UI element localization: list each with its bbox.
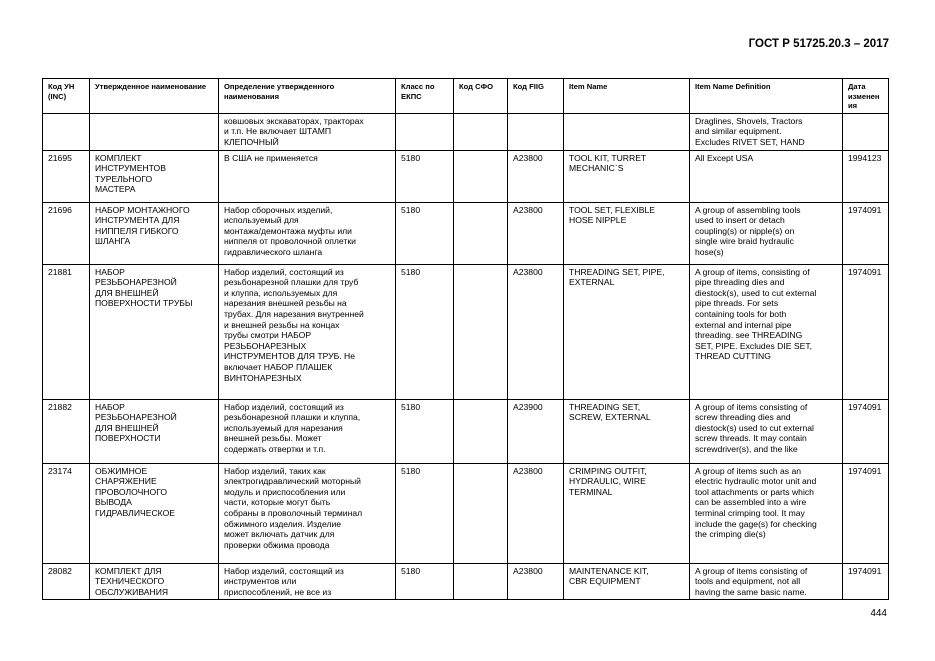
cell-item-definition bbox=[690, 399, 843, 463]
cell-approved-name bbox=[90, 264, 219, 399]
cell-item-definition bbox=[690, 264, 843, 399]
definition-ru-line: используемый для нарезания bbox=[224, 422, 343, 433]
table-header-row bbox=[43, 79, 889, 114]
cell-item-name bbox=[564, 150, 690, 202]
approved-name-line: ПРОВОЛОЧНОГО bbox=[95, 486, 168, 497]
approved-name-line: ИНСТРУМЕНТА ДЛЯ bbox=[95, 215, 180, 226]
definition-en-line: tools and equipment, not all bbox=[695, 576, 801, 587]
definition-ru-line: РЕЗЬБОНАРЕЗНЫХ bbox=[224, 340, 307, 351]
cell-fiig: A23800 bbox=[508, 264, 564, 399]
definition-en-line: A group of assembling tools bbox=[695, 204, 801, 215]
cell-class: 5180 bbox=[396, 563, 454, 600]
table-row bbox=[43, 563, 889, 600]
definition-ru-line: Набор изделий, состоящий из bbox=[224, 401, 344, 412]
cell-item-definition bbox=[690, 463, 843, 563]
approved-name-line: ШЛАНГА bbox=[95, 236, 131, 247]
cell-approved-name bbox=[90, 150, 219, 202]
cell-item-name bbox=[564, 463, 690, 563]
document-standard-number: ГОСТ Р 51725.20.3 – 2017 bbox=[748, 38, 889, 50]
cell-item-definition bbox=[690, 113, 843, 150]
definition-en-line: A group of items, consisting of bbox=[695, 266, 810, 277]
definition-ru-line: приспособлений, не все из bbox=[224, 586, 332, 597]
definition-en-line: the crimping die(s) bbox=[695, 529, 766, 540]
definition-ru-line: ВИНТОНАРЕЗНЫХ bbox=[224, 372, 302, 383]
definition-en-line: electric hydraulic motor unit and bbox=[695, 476, 817, 487]
definition-ru-line: и клуппа, используемых для bbox=[224, 287, 338, 298]
definition-ru-line: и т.п. Не включает ШТАМП bbox=[224, 126, 332, 137]
definition-ru-line: резьбонарезной плашки для труб bbox=[224, 277, 359, 288]
cell-definition-ru bbox=[219, 113, 396, 150]
definition-ru-line: трубах. Для нарезания внутренней bbox=[224, 308, 364, 319]
definition-en-line: terminal crimping tool. It may bbox=[695, 507, 805, 518]
approved-name-line: МАСТЕРА bbox=[95, 184, 136, 195]
definition-ru-line: собраны в проволочный терминал bbox=[224, 507, 363, 518]
cell-approved-name bbox=[90, 202, 219, 264]
cell-class: 5180 bbox=[396, 399, 454, 463]
definition-en-line: include the gage(s) for checking bbox=[695, 518, 817, 529]
cell-inc: 28082 bbox=[43, 563, 90, 600]
approved-name-line: ТУРЕЛЬНОГО bbox=[95, 173, 153, 184]
header-inc: Код УН (INC) bbox=[43, 79, 90, 114]
approved-name-line: НАБОР bbox=[95, 401, 125, 412]
item-name-line: EXTERNAL bbox=[569, 277, 615, 288]
cell-item-name bbox=[564, 399, 690, 463]
approved-name-line: КОМПЛЕКТ ДЛЯ bbox=[95, 565, 162, 576]
cell-item-name bbox=[564, 113, 690, 150]
cell-item-definition bbox=[690, 150, 843, 202]
header-definition-ru: Определение утвержденного наименования bbox=[219, 79, 396, 114]
item-name-line: MECHANIC`S bbox=[569, 163, 624, 174]
header-item-name: Item Name bbox=[564, 79, 690, 114]
item-name-line: TERMINAL bbox=[569, 486, 613, 497]
cell-class: 5180 bbox=[396, 150, 454, 202]
approved-name-line: ИНСТРУМЕНТОВ bbox=[95, 163, 166, 174]
cell-inc: 21882 bbox=[43, 399, 90, 463]
cell-item-definition bbox=[690, 202, 843, 264]
definition-en-line: hose(s) bbox=[695, 246, 724, 257]
cell-sfo bbox=[454, 399, 508, 463]
header-fiig: Код FIIG bbox=[508, 79, 564, 114]
approved-name-line: РЕЗЬБОНАРЕЗНОЙ bbox=[95, 277, 177, 288]
definition-en-line: diestock(s), used to cut external bbox=[695, 287, 817, 298]
cell-approved-name bbox=[90, 113, 219, 150]
table-row bbox=[43, 399, 889, 463]
definition-ru-line: Набор изделий, таких как bbox=[224, 465, 326, 476]
definition-ru-line: включает НАБОР ПЛАШЕК bbox=[224, 361, 333, 372]
definition-en-line: having the same basic name. bbox=[695, 586, 807, 597]
definition-en-line: single wire braid hydraulic bbox=[695, 236, 794, 247]
definition-ru-line: Набор изделий, состоящий из bbox=[224, 565, 344, 576]
cell-sfo bbox=[454, 150, 508, 202]
cell-definition-ru bbox=[219, 150, 396, 202]
definition-ru-line: КЛЕПОЧНЫЙ bbox=[224, 136, 279, 147]
definition-en-line: pipe threading dies and bbox=[695, 277, 785, 288]
definition-en-line: tool attachments or parts which bbox=[695, 486, 814, 497]
approved-name-line: ОБСЛУЖИВАНИЯ bbox=[95, 586, 169, 597]
cell-definition-ru bbox=[219, 399, 396, 463]
approved-name-line: КОМПЛЕКТ bbox=[95, 152, 142, 163]
header-sfo: Код СФО bbox=[454, 79, 508, 114]
definition-ru-line: резьбонарезной плашки и клуппа, bbox=[224, 412, 361, 423]
definition-en-line: A group of items consisting of bbox=[695, 565, 808, 576]
definition-ru-line: трубы смотри НАБОР bbox=[224, 330, 312, 341]
cell-sfo bbox=[454, 264, 508, 399]
definition-ru-line: ковшовых экскаваторах, тракторах bbox=[224, 115, 364, 126]
table-row bbox=[43, 264, 889, 399]
cell-inc bbox=[43, 113, 90, 150]
cell-inc: 21881 bbox=[43, 264, 90, 399]
header-item-definition: Item Name Definition bbox=[690, 79, 843, 114]
definition-ru-line: содержать отвертки и т.п. bbox=[224, 443, 326, 454]
cell-item-name bbox=[564, 264, 690, 399]
cell-sfo bbox=[454, 113, 508, 150]
item-name-line: THREADING SET, bbox=[569, 401, 641, 412]
definition-en-line: screwdriver(s), and the like bbox=[695, 443, 798, 454]
definition-en-line: A group of items such as an bbox=[695, 465, 802, 476]
definition-ru-line: Набор изделий, состоящий из bbox=[224, 266, 344, 277]
definition-ru-line: ниппеля от проволочной оплетки bbox=[224, 236, 356, 247]
definition-en-line: diestock(s) used to cut external bbox=[695, 422, 814, 433]
approved-name-line: ВЫВОДА bbox=[95, 497, 132, 508]
item-name-line: HYDRAULIC, WIRE bbox=[569, 476, 646, 487]
table-row bbox=[43, 150, 889, 202]
cell-approved-name bbox=[90, 399, 219, 463]
definition-en-line: pipe threads. For sets bbox=[695, 298, 779, 309]
cell-item-name bbox=[564, 563, 690, 600]
definition-ru-line: и внешней резьбы на концах bbox=[224, 319, 340, 330]
definition-en-line: SET, PIPE. Excludes DIE SET, bbox=[695, 340, 813, 351]
header-date: Дата изменения bbox=[843, 79, 889, 114]
definition-en-line: All Except USA bbox=[695, 152, 754, 163]
definition-en-line: can be assembled into a wire bbox=[695, 497, 807, 508]
cell-item-definition bbox=[690, 563, 843, 600]
cell-class: 5180 bbox=[396, 264, 454, 399]
item-name-line: THREADING SET, PIPE, bbox=[569, 266, 665, 277]
approved-name-line: ДЛЯ ВНЕШНЕЙ bbox=[95, 287, 159, 298]
item-name-line: CBR EQUIPMENT bbox=[569, 576, 641, 587]
table-row bbox=[43, 463, 889, 563]
item-name-line: HOSE NIPPLE bbox=[569, 215, 627, 226]
cell-date: 1974091 bbox=[843, 563, 889, 600]
definition-ru-line: В США не применяется bbox=[224, 152, 318, 163]
definition-en-line: containing tools for both bbox=[695, 308, 787, 319]
approved-name-line: РЕЗЬБОНАРЕЗНОЙ bbox=[95, 412, 177, 423]
cell-fiig: A23800 bbox=[508, 202, 564, 264]
cell-fiig: A23800 bbox=[508, 563, 564, 600]
item-name-line: TOOL KIT, TURRET bbox=[569, 152, 647, 163]
header-class: Класс по ЕКПС bbox=[396, 79, 454, 114]
cell-date: 1974091 bbox=[843, 202, 889, 264]
cell-fiig: A23800 bbox=[508, 463, 564, 563]
cell-class: 5180 bbox=[396, 202, 454, 264]
cell-date: 1974091 bbox=[843, 264, 889, 399]
approved-name-line: ПОВЕРХНОСТИ bbox=[95, 433, 161, 444]
definition-en-line: external and internal pipe bbox=[695, 319, 792, 330]
definition-en-line: and similar equipment. bbox=[695, 126, 782, 137]
definition-ru-line: монтажа/демонтажа муфты или bbox=[224, 225, 352, 236]
item-name-line: CRIMPING OUTFIT, bbox=[569, 465, 647, 476]
definition-en-line: Excludes RIVET SET, HAND bbox=[695, 136, 805, 147]
definition-ru-line: проверки обжима провода bbox=[224, 539, 330, 550]
cell-fiig: A23900 bbox=[508, 399, 564, 463]
definition-en-line: screw threading dies and bbox=[695, 412, 791, 423]
cell-definition-ru bbox=[219, 563, 396, 600]
page-number: 444 bbox=[870, 608, 887, 619]
cell-inc: 21696 bbox=[43, 202, 90, 264]
item-name-line: TOOL SET, FLEXIBLE bbox=[569, 204, 655, 215]
definition-ru-line: электрогидравлический моторный bbox=[224, 476, 361, 487]
definition-ru-line: модуль и приспособления или bbox=[224, 486, 346, 497]
approved-name-line: НАБОР bbox=[95, 266, 125, 277]
approved-name-line: СНАРЯЖЕНИЕ bbox=[95, 476, 157, 487]
approved-name-line: ДЛЯ ВНЕШНЕЙ bbox=[95, 422, 159, 433]
approved-name-line: ГИДРАВЛИЧЕСКОЕ bbox=[95, 507, 175, 518]
cell-class bbox=[396, 113, 454, 150]
definition-ru-line: части, которые могут быть bbox=[224, 497, 331, 508]
cell-sfo bbox=[454, 463, 508, 563]
definition-ru-line: ИНСТРУМЕНТОВ ДЛЯ ТРУБ. Не bbox=[224, 351, 356, 362]
approved-name-line: НИППЕЛЯ ГИБКОГО bbox=[95, 225, 179, 236]
approved-name-line: ТЕХНИЧЕСКОГО bbox=[95, 576, 165, 587]
definition-ru-line: нарезания внешней резьбы на bbox=[224, 298, 347, 309]
cell-inc: 21695 bbox=[43, 150, 90, 202]
approved-name-line: ОБЖИМНОЕ bbox=[95, 465, 148, 476]
cell-sfo bbox=[454, 202, 508, 264]
definition-en-line: A group of items consisting of bbox=[695, 401, 808, 412]
item-name-line: MAINTENANCE KIT, bbox=[569, 565, 649, 576]
item-name-line: SCREW, EXTERNAL bbox=[569, 412, 651, 423]
cell-date: 1994123 bbox=[843, 150, 889, 202]
cell-approved-name bbox=[90, 563, 219, 600]
definition-ru-line: может включать датчик для bbox=[224, 529, 335, 540]
definition-ru-line: обжимного изделия. Изделие bbox=[224, 518, 342, 529]
cell-definition-ru bbox=[219, 463, 396, 563]
definition-en-line: coupling(s) or nipple(s) on bbox=[695, 225, 795, 236]
approved-name-line: НАБОР МОНТАЖНОГО bbox=[95, 204, 190, 215]
cell-date bbox=[843, 113, 889, 150]
approved-name-line: ПОВЕРХНОСТИ ТРУБЫ bbox=[95, 298, 193, 309]
definition-en-line: THREAD CUTTING bbox=[695, 351, 771, 362]
definition-en-line: threading. see THREADING bbox=[695, 330, 803, 341]
cell-inc: 23174 bbox=[43, 463, 90, 563]
cell-sfo bbox=[454, 563, 508, 600]
definition-en-line: Draglines, Shovels, Tractors bbox=[695, 115, 803, 126]
definition-en-line: screw threads. It may contain bbox=[695, 433, 807, 444]
table-row bbox=[43, 202, 889, 264]
cell-fiig bbox=[508, 113, 564, 150]
header-approved-name: Утвержденное наименование bbox=[90, 79, 219, 114]
definition-ru-line: гидравлического шланга bbox=[224, 246, 323, 257]
cell-item-name bbox=[564, 202, 690, 264]
table-row bbox=[43, 113, 889, 150]
item-names-table bbox=[42, 78, 889, 600]
definition-ru-line: Набор сборочных изделий, bbox=[224, 204, 333, 215]
definition-en-line: used to insert or detach bbox=[695, 215, 785, 226]
cell-definition-ru bbox=[219, 202, 396, 264]
cell-date: 1974091 bbox=[843, 399, 889, 463]
cell-approved-name bbox=[90, 463, 219, 563]
cell-definition-ru bbox=[219, 264, 396, 399]
definition-ru-line: внешней резьбы. Может bbox=[224, 433, 322, 444]
cell-date: 1974091 bbox=[843, 463, 889, 563]
definition-ru-line: используемый для bbox=[224, 215, 299, 226]
cell-class: 5180 bbox=[396, 463, 454, 563]
cell-fiig: A23800 bbox=[508, 150, 564, 202]
definition-ru-line: инструментов или bbox=[224, 576, 297, 587]
